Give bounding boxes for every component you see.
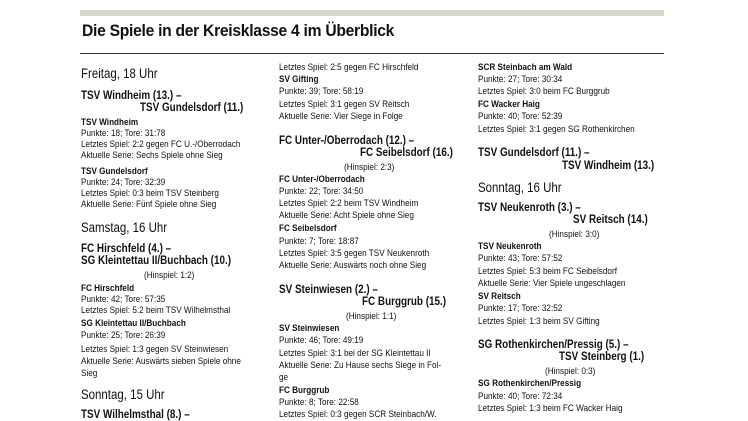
- team-series: Aktuelle Serie: Vier Siege in Folge: [279, 111, 403, 122]
- match-home-team: SG Rothenkirchen/Pressig (5.) –: [478, 339, 629, 351]
- team-last-game: Letztes Spiel: 0:3 gegen SCR Steinbach/W.: [279, 409, 437, 420]
- team-name: TSV Windheim: [81, 117, 139, 128]
- team-last-game: Letztes Spiel: 3:5 gegen TSV Neukenroth: [279, 248, 430, 259]
- team-stats: Punkte: 8; Tore: 22:58: [279, 397, 359, 408]
- match-home-team: TSV Wilhelmsthal (8.) –: [81, 409, 190, 421]
- team-name: FC Wacker Haig: [478, 99, 540, 110]
- team-stats: Punkte: 27; Tore: 30:34: [478, 74, 563, 85]
- page-title: Die Spiele in der Kreisklasse 4 im Überblick: [82, 21, 395, 40]
- title-divider: [80, 53, 664, 54]
- team-last-game: Letztes Spiel: 3:1 bei der SG Kleintettau II: [279, 348, 431, 359]
- team-stats: Punkte: 46; Tore: 49:19: [279, 335, 364, 346]
- day-heading: Freitag, 18 Uhr: [81, 66, 158, 81]
- team-name: SG Kleintettau II/Buchbach: [81, 318, 186, 329]
- team-series-cont: Sieg: [81, 368, 98, 379]
- team-series: Aktuelle Serie: Acht Spiele ohne Sieg: [279, 210, 414, 221]
- team-last-game: Letztes Spiel: 3:1 gegen SG Rothenkirchen: [478, 124, 635, 135]
- team-name: SV Reitsch: [478, 291, 521, 302]
- team-last-game: Letztes Spiel: 2:2 gegen FC U.-/Oberrodach: [81, 139, 241, 150]
- match-away-team: TSV Windheim (13.): [562, 160, 655, 172]
- match-home-team: TSV Windheim (13.) –: [81, 90, 182, 102]
- team-last-game: Letztes Spiel: 1:3 beim FC Wacker Haig: [478, 403, 623, 414]
- match-away-team: FC Burggrub (15.): [362, 296, 447, 308]
- team-last-game: Letztes Spiel: 3:0 beim FC Burggrub: [478, 86, 610, 97]
- team-name: SG Rothenkirchen/Pressig: [478, 378, 582, 389]
- team-name: TSV Gundelsdorf: [81, 166, 148, 177]
- team-stats: Punkte: 43; Tore: 57:52: [478, 253, 563, 264]
- team-name: SCR Steinbach am Wald: [478, 62, 573, 73]
- team-name: FC Seibelsdorf: [279, 223, 337, 234]
- team-series: Aktuelle Serie: Auswärts noch ohne Sieg: [279, 260, 427, 271]
- team-stats: Punkte: 17; Tore: 32:52: [478, 303, 563, 314]
- team-stats: Punkte: 25; Tore: 26:39: [81, 330, 166, 341]
- first-leg-result: (Hinspiel: 3:0): [549, 229, 600, 240]
- team-series: Aktuelle Serie: Sechs Spiele ohne Sieg: [81, 150, 223, 161]
- team-stats: Punkte: 42; Tore: 57:35: [81, 294, 166, 305]
- day-heading: Samstag, 16 Uhr: [81, 220, 168, 235]
- first-leg-result: (Hinspiel: 1:2): [144, 270, 195, 281]
- team-series: Aktuelle Serie: Fünf Spiele ohne Sieg: [81, 199, 217, 210]
- team-series-cont: ge: [279, 372, 289, 383]
- team-name: SV Gifting: [279, 74, 319, 85]
- match-away-team: TSV Steinberg (1.): [559, 351, 645, 363]
- team-last-game: Letztes Spiel: 0:3 beim TSV Steinberg: [81, 188, 219, 199]
- team-stats: Punkte: 39; Tore: 58:19: [279, 86, 364, 97]
- team-last-game: Letztes Spiel: 3:1 gegen SV Reitsch: [279, 99, 410, 110]
- match-home-team: FC Hirschfeld (4.) –: [81, 243, 172, 255]
- top-accent-bar: [80, 10, 664, 16]
- team-last-game: Letztes Spiel: 1:3 gegen SV Steinwiesen: [81, 344, 229, 355]
- first-leg-result: (Hinspiel: 0:3): [545, 366, 596, 377]
- team-name: SV Steinwiesen: [279, 323, 340, 334]
- team-stats: Punkte: 40; Tore: 72:34: [478, 391, 563, 402]
- team-series: Aktuelle Serie: Zu Hause sechs Siege in Fol-: [279, 360, 442, 371]
- match-home-team: SV Steinwiesen (2.) –: [279, 284, 378, 296]
- first-leg-result: (Hinspiel: 2:3): [344, 162, 395, 173]
- team-last-game: Letztes Spiel: 2:5 gegen FC Hirschfeld: [279, 62, 419, 73]
- match-home-team: FC Unter-/Oberrodach (12.) –: [279, 135, 415, 147]
- match-home-team: TSV Gundelsdorf (11.) –: [478, 147, 590, 159]
- match-away-team: SG Kleintettau II/Buchbach (10.): [81, 255, 232, 267]
- team-name: TSV Neukenroth: [478, 241, 542, 252]
- day-heading: Sonntag, 16 Uhr: [478, 180, 562, 195]
- day-heading: Sonntag, 15 Uhr: [81, 387, 165, 402]
- team-series: Aktuelle Serie: Vier Spiele ungeschlagen: [478, 278, 626, 289]
- team-last-game: Letztes Spiel: 1:3 beim SV Gifting: [478, 316, 600, 327]
- team-stats: Punkte: 40; Tore: 52:39: [478, 111, 563, 122]
- team-name: FC Burggrub: [279, 385, 330, 396]
- team-stats: Punkte: 24; Tore: 32:39: [81, 177, 166, 188]
- match-away-team: TSV Gundelsdorf (11.): [140, 102, 244, 114]
- team-name: FC Hirschfeld: [81, 283, 135, 294]
- team-last-game: Letztes Spiel: 5:2 beim TSV Wilhelmsthal: [81, 305, 231, 316]
- team-series: Aktuelle Serie: Auswärts sieben Spiele ohne: [81, 356, 241, 367]
- match-away-team: SV Reitsch (14.): [573, 214, 648, 226]
- team-last-game: Letztes Spiel: 5:3 beim FC Seibelsdorf: [478, 266, 617, 277]
- team-last-game: Letztes Spiel: 2:2 beim TSV Windheim: [279, 198, 419, 209]
- team-name: FC Unter-/Oberrodach: [279, 174, 365, 185]
- match-away-team: FC Seibelsdorf (16.): [360, 147, 453, 159]
- team-stats: Punkte: 18; Tore: 31:78: [81, 128, 166, 139]
- team-stats: Punkte: 7; Tore: 18:87: [279, 236, 359, 247]
- match-home-team: TSV Neukenroth (3.) –: [478, 202, 581, 214]
- team-stats: Punkte: 22; Tore: 34:50: [279, 186, 364, 197]
- first-leg-result: (Hinspiel: 1:1): [346, 311, 397, 322]
